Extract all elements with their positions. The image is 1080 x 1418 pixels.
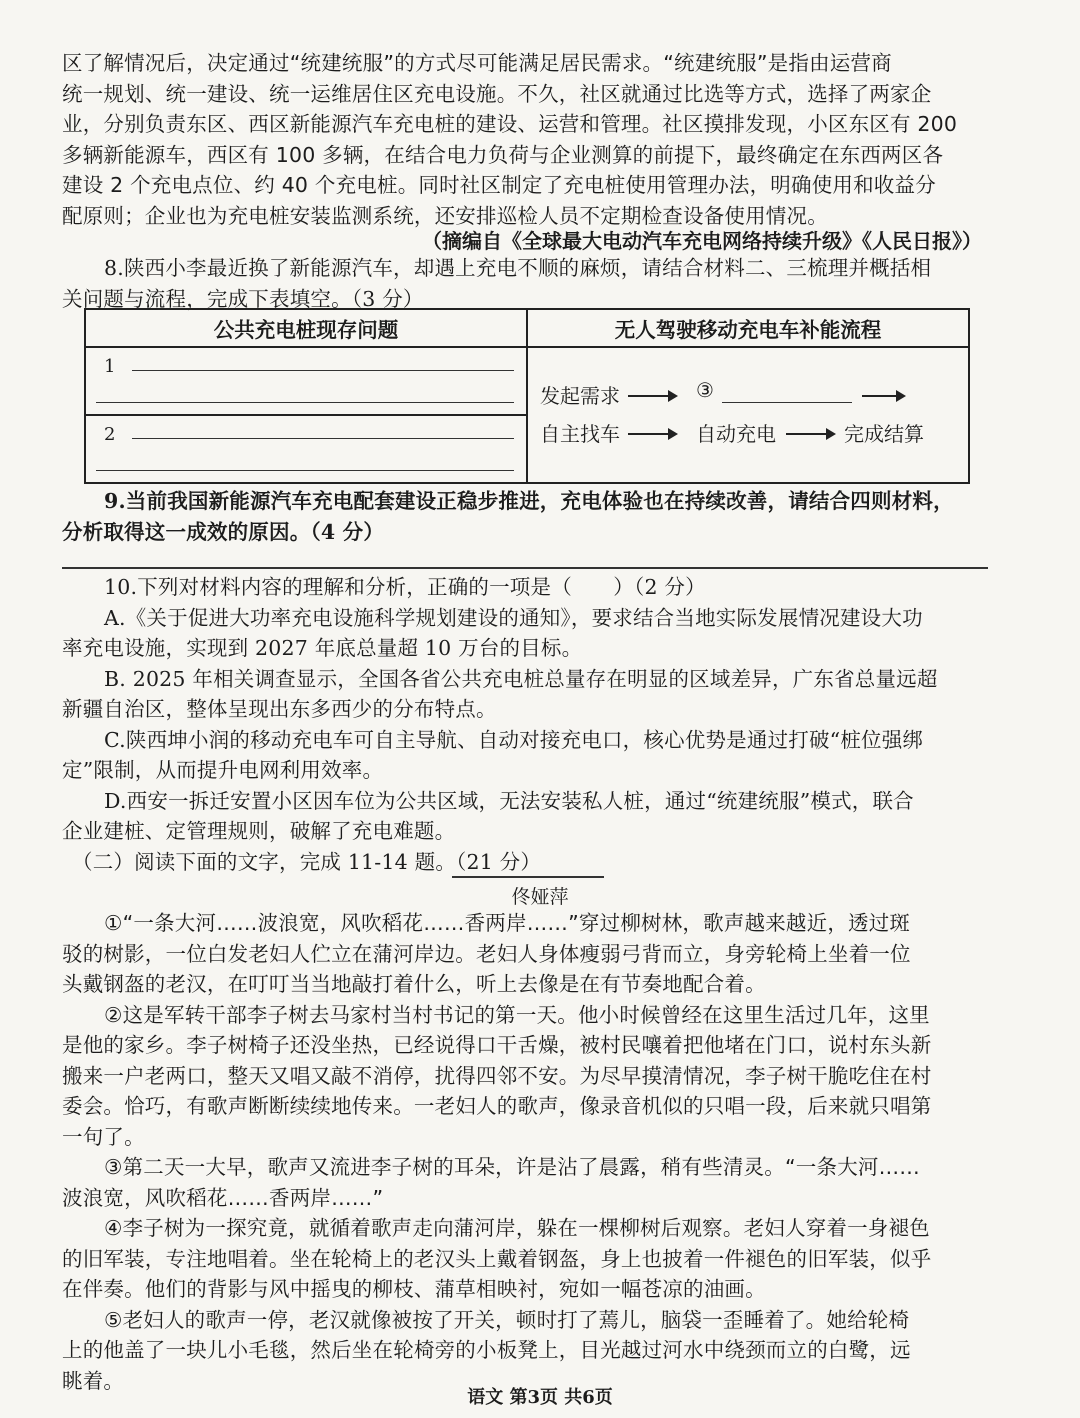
question-stem: 9.当前我国新能源汽车充电配套建设正稳步推进，充电体验也在持续改善，请结合四则材料， bbox=[104, 489, 954, 513]
row-number: 1 bbox=[104, 356, 116, 377]
text-line: 波浪宽，风吹稻花……香两岸……” bbox=[62, 1185, 384, 1210]
text-line: 驳的树影，一位白发老妇人伫立在蒲河岸边。老妇人身体瘦弱弓背而立，身旁轮椅上坐着一位 bbox=[62, 941, 911, 966]
fill-in-table bbox=[84, 308, 970, 484]
question-stem: 关问题与流程，完成下表填空。（3 分） bbox=[62, 286, 424, 311]
text-line: 多辆新能源车，西区有 100 多辆，在结合电力负荷与企业测算的前提下，最终确定在东西两区各 bbox=[62, 142, 944, 167]
text-line: 是他的家乡。李子树椅子还没坐热，已经说得口干舌燥，被村民嚷着把他堵在门口，说村东头新 bbox=[62, 1033, 932, 1057]
flow-step: 完成结算 bbox=[844, 422, 924, 446]
text-line: ⑤老妇人的歌声一停，老汉就像被按了开关，顿时打了蔫儿，脑袋一歪睡着了。她给轮椅 bbox=[104, 1307, 910, 1332]
flow-cell bbox=[527, 347, 969, 483]
page-footer: 语文 第3页 共6页 bbox=[467, 1387, 613, 1408]
question-8 bbox=[62, 253, 1022, 314]
text-line: 业，分别负责东区、西区新能源汽车充电桩的建设、运营和管理。社区摸排发现，小区东区有 200 bbox=[62, 112, 958, 136]
arrow-right-icon bbox=[862, 395, 904, 397]
answer-line[interactable] bbox=[132, 370, 514, 371]
answer-slot-2[interactable] bbox=[86, 416, 526, 482]
text-line: 配原则；企业也为充电桩安装监测系统，还安排巡检人员不定期检查设备使用情况。 bbox=[62, 203, 828, 228]
arrow-right-icon bbox=[786, 433, 834, 435]
question-9 bbox=[62, 486, 1022, 547]
text-line: ④李子树为一探究竟，就循着歌声走向蒲河岸，躲在一棵柳树后观察。老妇人穿着一身褪色 bbox=[104, 1216, 930, 1240]
option-b[interactable]: B. 2025 年相关调查显示，全国各省公共充电桩总量存在明显的区域差异，广东省总量远超 bbox=[104, 666, 938, 691]
option-a[interactable]: A.《关于促进大功率充电设施科学规划建设的通知》，要求结合当地实际发展情况建设大功 bbox=[104, 605, 923, 630]
text-line: 眺着。 bbox=[62, 1368, 125, 1393]
text-line: ②这是军转干部李子树去马家村当村书记的第一天。他小时候曾经在这里生活过几年，这里 bbox=[104, 1002, 930, 1027]
text-line: 头戴钢盔的老汉，在叮叮当当地敲打着什么，听上去像是在有节奏地配合着。 bbox=[62, 972, 766, 996]
story-text bbox=[62, 908, 1022, 1396]
text-line: 统一规划、统一建设、统一运维居住区充电设施。不久，社区就通过比选等方式，选择了两家企 bbox=[62, 81, 932, 106]
question-stem: 分析取得这一成效的原因。（4 分） bbox=[62, 519, 385, 544]
section-heading: （二）阅读下面的文字，完成 11-14 题。（21 分） bbox=[72, 849, 542, 874]
option-d[interactable]: 企业建桩、定管理规则，破解了充电难题。 bbox=[62, 819, 456, 843]
text-line: 搬来一户老两口，整天又唱又敲不消停，扰得四邻不安。为尽早摸清情况，李子树干脆吃住在村 bbox=[62, 1063, 932, 1088]
answer-line[interactable] bbox=[62, 567, 988, 569]
table-header-right: 无人驾驶移动充电车补能流程 bbox=[527, 309, 969, 347]
answer-line[interactable] bbox=[96, 402, 514, 403]
row-number: 2 bbox=[104, 424, 116, 445]
text-line: 一句了。 bbox=[62, 1124, 145, 1149]
text-line: 委会。恰巧，有歌声断断续续地传来。一老妇人的歌声，像录音机似的只唱一段，后来就只唱第 bbox=[62, 1094, 932, 1118]
option-d[interactable]: D.西安一拆迁安置小区因车位为公共区域，无法安装私人桩，通过“统建统服”模式，联合 bbox=[104, 788, 914, 813]
option-a[interactable]: 率充电设施，实现到 2027 年底总量超 10 万台的目标。 bbox=[62, 636, 583, 660]
flow-step: 自主找车 bbox=[540, 422, 620, 446]
text-line: ①“一条大河……波浪宽，风吹稻花……香两岸……”穿过柳树林，歌声越来越近，透过斑 bbox=[104, 911, 911, 935]
arrow-right-icon bbox=[628, 433, 676, 435]
table-header-left: 公共充电桩现存问题 bbox=[85, 309, 527, 347]
question-stem: 8.陕西小李最近换了新能源汽车，却遇上充电不顺的麻烦，请结合材料二、三梳理并概括相 bbox=[104, 256, 932, 280]
answer-line[interactable] bbox=[96, 470, 514, 471]
flow-step: 发起需求 bbox=[540, 384, 620, 408]
option-b[interactable]: 新疆自治区，整体呈现出东多西少的分布特点。 bbox=[62, 697, 497, 721]
text-line: 建设 2 个充电点位、约 40 个充电桩。同时社区制定了充电桩使用管理办法，明确使用和收益分 bbox=[62, 173, 936, 197]
answer-slot-1[interactable] bbox=[86, 348, 526, 416]
arrow-right-icon bbox=[628, 395, 676, 397]
story-author: 佟娅萍 bbox=[511, 886, 569, 908]
text-line: 的旧军装，专注地唱着。坐在轮椅上的老汉头上戴着钢盔，身上也披着一件褪色的旧军装，似乎 bbox=[62, 1246, 932, 1271]
source-citation: （摘编自《全球最大电动汽车充电网络持续升级》《人民日报》） bbox=[422, 229, 982, 253]
question-stem: 10.下列对材料内容的理解和分析，正确的一项是（ ）（2 分） bbox=[104, 575, 706, 599]
flow-step: 自动充电 bbox=[696, 422, 776, 446]
flow-blank-number: ③ bbox=[696, 378, 714, 402]
text-line: 在伴奏。他们的背影与风中摇曳的柳枝、蒲草相映衬，宛如一幅苍凉的油画。 bbox=[62, 1277, 766, 1301]
answer-line[interactable] bbox=[132, 438, 514, 439]
flow-answer-blank[interactable] bbox=[722, 402, 852, 403]
text-line: 区了解情况后，决定通过“统建统服”的方式尽可能满足居民需求。“统建统服”是指由运营商 bbox=[62, 51, 892, 75]
option-c[interactable]: 定”限制，从而提升电网利用效率。 bbox=[62, 758, 384, 782]
text-line: ③第二天一大早，歌声又流进李子树的耳朵，许是沾了晨露，稍有些清灵。“一条大河…… bbox=[104, 1155, 920, 1179]
text-line: 上的他盖了一块儿小毛毯，然后坐在轮椅旁的小板凳上，目光越过河水中绕颈而立的白鹭，远 bbox=[62, 1338, 911, 1362]
option-c[interactable]: C.陕西坤小润的移动充电车可自主导航、自动对接充电口，核心优势是通过打破“桩位强绑 bbox=[104, 727, 924, 752]
divider bbox=[452, 876, 604, 878]
question-10 bbox=[62, 572, 1022, 877]
problems-cell bbox=[85, 347, 527, 483]
material-paragraph bbox=[62, 48, 1022, 231]
